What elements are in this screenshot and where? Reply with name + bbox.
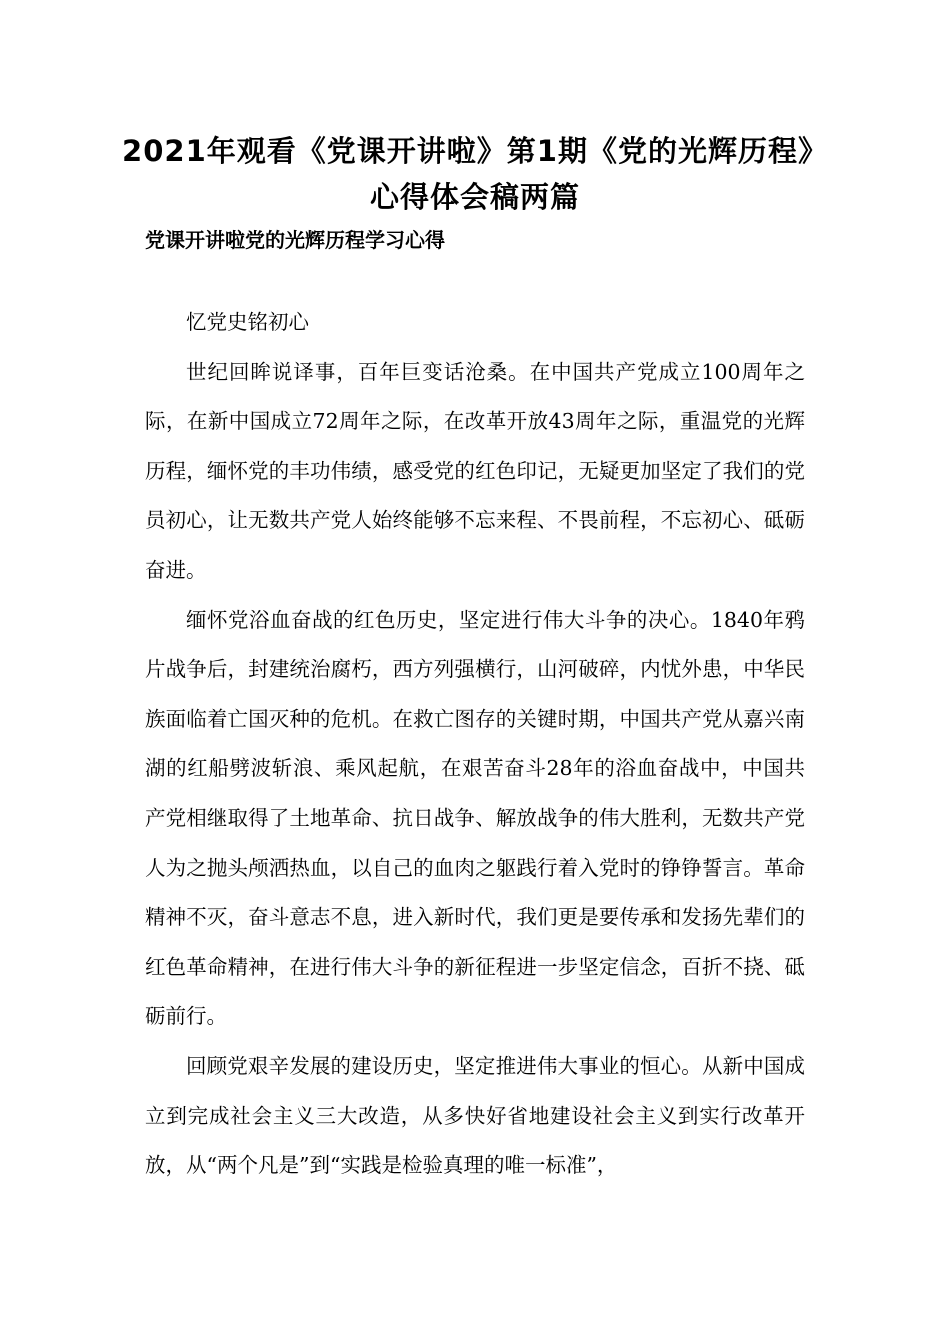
paragraph-intro: 世纪回眸说译事，百年巨变话沧桑。在中国共产党成立100周年之际，在新中国成立72周年之际，在改革开放43周年之际，重温党的光辉历程，缅怀党的丰功伟绩，感受党的红色印记，无疑更加坚定了我们的党员初心，让无数共产党人始终能够不忘来程、不畏前程，不忘初心、砥砺奋进。 xyxy=(145,359,805,582)
paragraph-motto: 忆党史铭初心 xyxy=(186,310,309,334)
paragraph-construction-history: 回顾党艰辛发展的建设历史，坚定推进伟大事业的恒心。从新中国成立到完成社会主义三大改造，从多快好省地建设社会主义到实行改革开放，从“两个凡是”到“实践是检验真理的唯一标准”， xyxy=(145,1053,805,1178)
document-title: 2021年观看《党课开讲啦》第1期《党的光辉历程》心得体会稿两篇 xyxy=(122,134,828,214)
paragraph-revolution-history: 缅怀党浴血奋战的红色历史，坚定进行伟大斗争的决心。1840年鸦片战争后，封建统治腐朽，西方列强横行，山河破碎，内忧外患，中华民族面临着亡国灭种的危机。在救亡图存的关键时期，中国共产党从嘉兴南湖的红船劈波斩浪、乘风起航，在艰苦奋斗28年的浴血奋战中，中国共产党相继取得了土地革命、抗日战争、解放战争的伟大胜利，无数共产党人为之抛头颅洒热血，以自己的血肉之躯践行着入党时的铮铮誓言。革命精神不灭，奋斗意志不息，进入新时代，我们更是要传承和发扬先辈们的红色革命精神，在进行伟大斗争的新征程进一步坚定信念，百折不挠、砥砺前行。 xyxy=(145,607,805,1029)
section-heading: 党课开讲啦党的光辉历程学习心得 xyxy=(145,228,445,252)
document-body xyxy=(145,298,805,1191)
